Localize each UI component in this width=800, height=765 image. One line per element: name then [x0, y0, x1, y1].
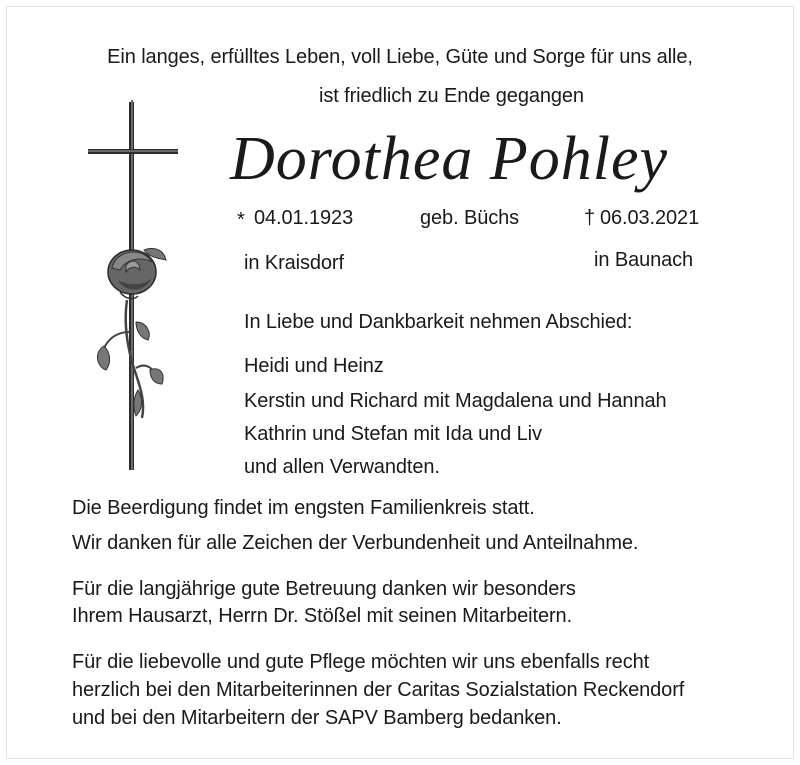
death-symbol: †: [584, 207, 596, 229]
birth-symbol: *: [237, 209, 245, 231]
thanks-doctor-line-1: Für die langjährige gute Betreuung danken wir besonders: [72, 578, 576, 600]
cross-with-rose-icon: [80, 100, 190, 480]
birth-name: geb. Büchs: [420, 207, 520, 229]
mourner-line: Heidi und Heinz: [244, 355, 384, 377]
intro-line-1: Ein langes, erfülltes Leben, voll Liebe, Güte und Sorge für uns alle,: [107, 46, 693, 68]
death-date: 06.03.2021: [600, 207, 700, 229]
thanks-care-line-1: Für die liebevolle und gute Pflege möchten wir uns ebenfalls recht: [72, 651, 650, 673]
birth-place: in Kraisdorf: [244, 252, 344, 274]
thanks-care-line-3: und bei den Mitarbeitern der SAPV Bamberg bedanken.: [72, 707, 562, 729]
intro-line-2: ist friedlich zu Ende gegangen: [319, 85, 584, 107]
mourner-line: Kerstin und Richard mit Magdalena und Hannah: [244, 390, 667, 412]
funeral-line-1: Die Beerdigung findet im engsten Familienkreis statt.: [72, 497, 535, 519]
mourner-line: und allen Verwandten.: [244, 456, 440, 478]
thanks-doctor-line-2: Ihrem Hausarzt, Herrn Dr. Stößel mit seinen Mitarbeitern.: [72, 605, 573, 627]
thanks-care-line-2: herzlich bei den Mitarbeiterinnen der Caritas Sozialstation Reckendorf: [72, 679, 685, 701]
birth-date: 04.01.1923: [254, 207, 354, 229]
funeral-line-2: Wir danken für alle Zeichen der Verbundenheit und Anteilnahme.: [72, 532, 639, 554]
deceased-name: Dorothea Pohley: [230, 125, 668, 193]
mourner-line: Kathrin und Stefan mit Ida und Liv: [244, 423, 542, 445]
death-place: in Baunach: [594, 249, 694, 271]
farewell-heading: In Liebe und Dankbarkeit nehmen Abschied:: [244, 311, 633, 333]
